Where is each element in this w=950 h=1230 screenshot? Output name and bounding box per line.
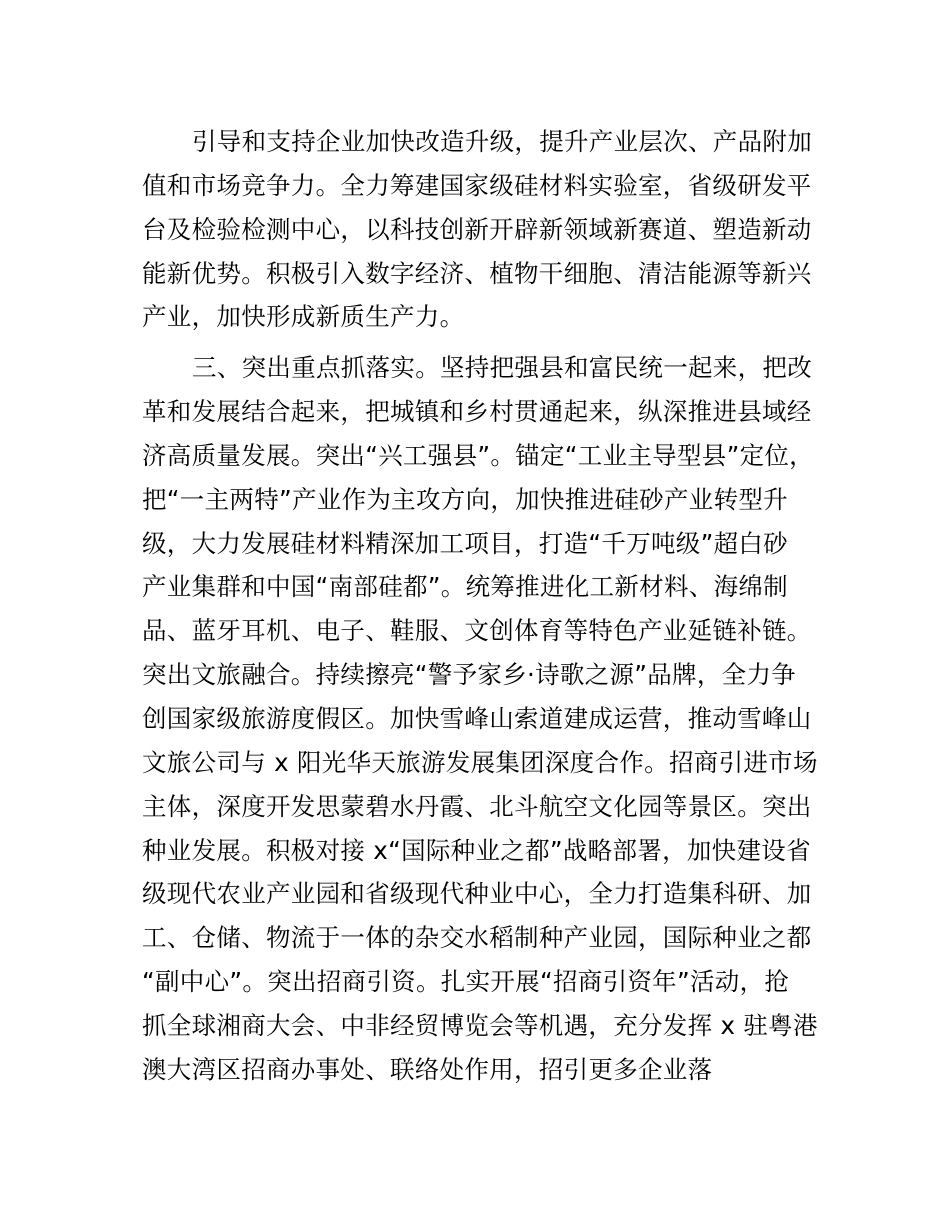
text-line: 把“一主两特”产业作为主攻方向，加快推进硅砂产业转型升 bbox=[142, 484, 788, 514]
paragraph-2 bbox=[142, 346, 842, 1091]
text-line: “副中心”。突出招商引资。扎实开展“招商引资年”活动，抢 bbox=[142, 967, 790, 997]
text-line: 产业集群和中国“南部硅都”。统筹推进化工新材料、海绵制 bbox=[142, 572, 788, 602]
text-line: 文旅公司与 x 阳光华天旅游发展集团深度合作。招商引进市场 bbox=[142, 747, 818, 777]
text-line: 主体，深度开发思蒙碧水丹霞、北斗航空文化园等景区。突出 bbox=[142, 791, 812, 821]
document-body bbox=[142, 120, 842, 1092]
text-line: 台及检验检测中心，以科技创新开辟新领域新赛道、塑造新动 bbox=[142, 214, 812, 244]
text-line: 突出文旅融合。持续擦亮“警予家乡·诗歌之源”品牌，全力争 bbox=[142, 660, 797, 690]
paragraph-1 bbox=[142, 120, 842, 339]
text-line: 级现代农业产业园和省级现代种业中心，全力打造集科研、加 bbox=[142, 879, 812, 909]
paragraph-spacer bbox=[142, 339, 842, 346]
text-line: 工、仓储、物流于一体的杂交水稻制种产业园，国际种业之都 bbox=[142, 923, 812, 953]
text-line: 能新优势。积极引入数字经济、植物干细胞、清洁能源等新兴 bbox=[142, 258, 812, 288]
text-line: 创国家级旅游度假区。加快雪峰山索道建成运营，推动雪峰山 bbox=[142, 703, 812, 733]
text-line: 三、突出重点抓落实。坚持把强县和富民统一起来，把改 bbox=[192, 353, 812, 383]
text-line: 产业，加快形成新质生产力。 bbox=[142, 302, 465, 332]
text-line: 种业发展。积极对接 x“国际种业之都”战略部署，加快建设省 bbox=[142, 835, 811, 865]
text-line: 革和发展结合起来，把城镇和乡村贯通起来，纵深推进县域经 bbox=[142, 397, 812, 427]
text-line: 抓全球湘商大会、中非经贸博览会等机遇，充分发挥 x 驻粤港 bbox=[142, 1010, 818, 1040]
text-line: 品、蓝牙耳机、电子、鞋服、文创体育等特色产业延链补链。 bbox=[142, 616, 812, 646]
text-line: 澳大湾区招商办事处、联络处作用，招引更多企业落 bbox=[142, 1054, 713, 1084]
text-line: 值和市场竞争力。全力筹建国家级硅材料实验室，省级研发平 bbox=[142, 170, 812, 200]
text-line: 济高质量发展。突出“兴工强县”。锚定“工业主导型县”定位， bbox=[142, 440, 814, 470]
text-line: 引导和支持企业加快改造升级，提升产业层次、产品附加 bbox=[192, 127, 812, 156]
text-line: 级，大力发展硅材料精深加工项目，打造“千万吨级”超白砂 bbox=[142, 528, 788, 558]
